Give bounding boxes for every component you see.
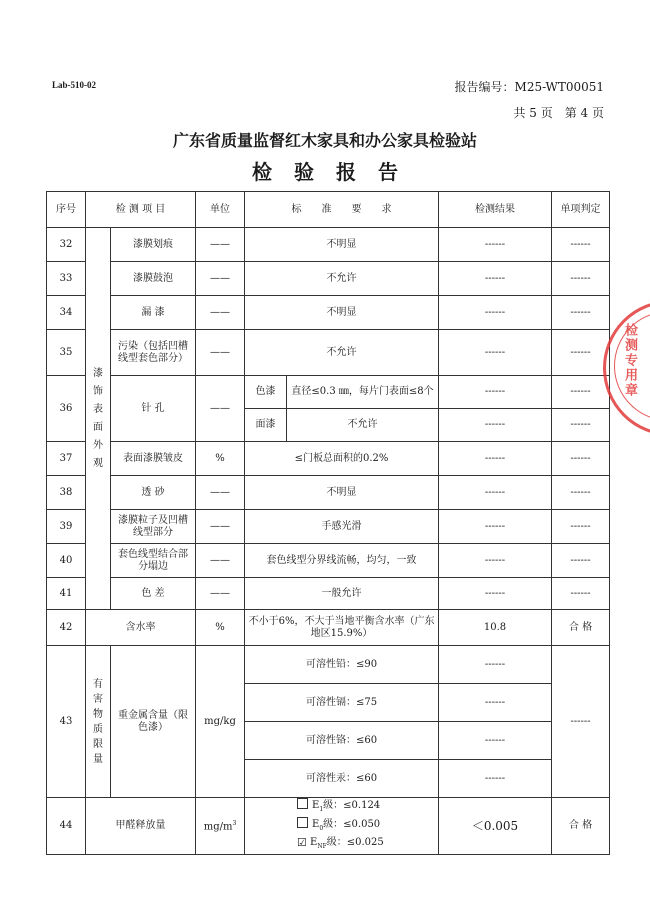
row-item: 漆膜鼓泡 [111,262,196,296]
row-no: 32 [47,228,86,262]
option-grade-sub: NF [317,843,327,850]
sub-label-top-coat: 面漆 [245,409,287,442]
checkbox-checked-icon[interactable]: ☑ [297,836,307,849]
report-title: 检验报告 [252,160,420,184]
row-judgement: ------ [552,376,610,409]
row-judgement: 合 格 [552,610,610,646]
row-unit: —— [196,510,245,544]
row-requirement: ≤门板总面积的0.2% [245,442,439,476]
row-item: 透 砂 [111,476,196,510]
row-no: 39 [47,510,86,544]
row-unit: —— [196,578,245,610]
row-requirement: 手感光滑 [245,510,439,544]
row-unit: —— [196,476,245,510]
row-no: 36 [47,376,86,442]
row-requirement: 可溶性铅：≤90 [245,646,439,684]
row-requirement: 不明显 [245,228,439,262]
row-item: 甲醛释放量 [86,798,196,855]
row-result: ------ [439,376,552,409]
row-unit: —— [196,262,245,296]
row-item: 针 孔 [111,376,196,442]
row-judgement: ------ [552,476,610,510]
checkbox-empty-icon[interactable] [297,817,308,828]
row-item: 漆膜粒子及凹槽线型部分 [111,510,196,544]
row-no: 43 [47,646,86,798]
station-name: 广东省质量监督红木家具和办公家具检验站 [172,131,477,150]
group-harmful-substances [86,646,111,798]
row-judgement: ------ [552,228,610,262]
row-no: 37 [47,442,86,476]
row-requirement: 不明显 [245,296,439,330]
row-item: 重金属含量（限色漆） [111,646,196,798]
col-no: 序号 [47,192,86,228]
col-unit: 单位 [196,192,245,228]
row-no: 40 [47,544,86,578]
option-grade: E [312,800,320,811]
col-judgement: 单项判定 [552,192,610,228]
row-judgement: ------ [552,262,610,296]
row-judgement: ------ [552,510,610,544]
row-judgement: ------ [552,442,610,476]
row-no: 42 [47,610,86,646]
table-row [47,262,610,296]
table-row [47,578,610,610]
row-item: 表面漆膜皱皮 [111,442,196,476]
row-unit: —— [196,544,245,578]
row-item: 漆膜划痕 [111,228,196,262]
row-item: 套色线型结合部分塌边 [111,544,196,578]
row-judgement: ------ [552,296,610,330]
row-requirement: 不明显 [245,476,439,510]
option-limit: 级：≤0.025 [326,837,384,848]
table-row [47,798,610,855]
option-grade: E [312,819,320,830]
row-unit: —— [196,330,245,376]
row-no: 34 [47,296,86,330]
row-item: 色 差 [111,578,196,610]
row-requirement: 可溶性镉：≤75 [245,684,439,722]
table-row [47,442,610,476]
row-no: 38 [47,476,86,510]
row-result: ------ [439,510,552,544]
row-judgement: ------ [552,544,610,578]
table-row [47,544,610,578]
row-result: ------ [439,228,552,262]
col-item: 检 测 项 目 [86,192,196,228]
row-item: 含水率 [86,610,196,646]
row-unit: % [196,610,245,646]
row-result: ------ [439,684,552,722]
option-limit: 级：≤0.050 [323,819,381,830]
row-judgement: ------ [552,330,610,376]
lab-code: Lab-510-02 [52,80,97,90]
row-result: ------ [439,330,552,376]
header-row [47,192,610,228]
row-result: ------ [439,722,552,760]
group-label: 有害物质限量 [93,678,103,765]
row-requirement: 不允许 [245,262,439,296]
row-judgement: 合 格 [552,798,610,855]
table-row [47,228,610,262]
row-result: ------ [439,409,552,442]
group-surface-appearance [86,228,111,610]
row-requirement: 可溶性汞：≤60 [245,760,439,798]
row-result: ------ [439,296,552,330]
option-limit: 级：≤0.124 [323,800,381,811]
row-requirement: 不允许 [287,409,439,442]
table-row [47,610,610,646]
seal-text: 检测专用章 [622,323,637,398]
row-result: ------ [439,476,552,510]
row-requirement: 可溶性铬：≤60 [245,722,439,760]
row-result: ------ [439,544,552,578]
row-requirement: 一般允许 [245,578,439,610]
option-grade-sub: 0 [319,825,324,832]
row-unit: $mg/m^3$ [196,798,245,855]
table-row [47,296,610,330]
row-no: 41 [47,578,86,610]
row-requirement: 不小于6%，不大于当地平衡含水率（广东地区15.9%） [245,610,439,646]
row-result: ------ [439,262,552,296]
table-row [47,376,610,409]
report-number: 报告编号：M25-WT00051 [454,80,604,94]
table-row [47,646,610,684]
row-result: ------ [439,578,552,610]
row-requirement: 直径≤0.3 ㎜，每片门表面≤8个 [287,376,439,409]
table-row [47,510,610,544]
row-item: 污染（包括凹槽线型套色部分） [111,330,196,376]
sub-label-color-paint: 色漆 [245,376,287,409]
checkbox-empty-icon[interactable] [297,798,308,809]
row-result: ＜0.005 [439,798,552,855]
row-item: 漏 漆 [111,296,196,330]
row-judgement: ------ [552,409,610,442]
group-label: 漆饰表面外观 [93,367,103,469]
formaldehyde-option-enf[interactable] [297,836,435,854]
official-seal [603,300,650,436]
row-requirement: 套色线型分界线流畅，均匀，一致 [245,544,439,578]
option-grade: E [310,837,318,848]
row-no: 33 [47,262,86,296]
row-unit: —— [196,228,245,262]
formaldehyde-option-e0[interactable] [297,817,435,836]
row-result: ------ [439,442,552,476]
option-grade-sub: 1 [319,806,324,813]
formaldehyde-option-e1[interactable] [297,798,435,817]
row-no: 35 [47,330,86,376]
row-requirement: 不允许 [245,330,439,376]
row-unit: —— [196,376,245,442]
col-requirement: 标 准 要 求 [245,192,439,228]
row-result: ------ [439,760,552,798]
table-row [47,476,610,510]
col-result: 检测结果 [439,192,552,228]
row-result: ------ [439,646,552,684]
page-count: 共 5 页 第 4 页 [513,106,604,120]
row-requirement [245,798,439,855]
table-row [47,330,610,376]
inspection-table [46,191,610,855]
row-no: 44 [47,798,86,855]
row-result: 10.8 [439,610,552,646]
row-unit: —— [196,296,245,330]
row-judgement: ------ [552,578,610,610]
row-judgement: ------ [552,646,610,798]
row-unit: % [196,442,245,476]
row-unit: mg/kg [196,646,245,798]
